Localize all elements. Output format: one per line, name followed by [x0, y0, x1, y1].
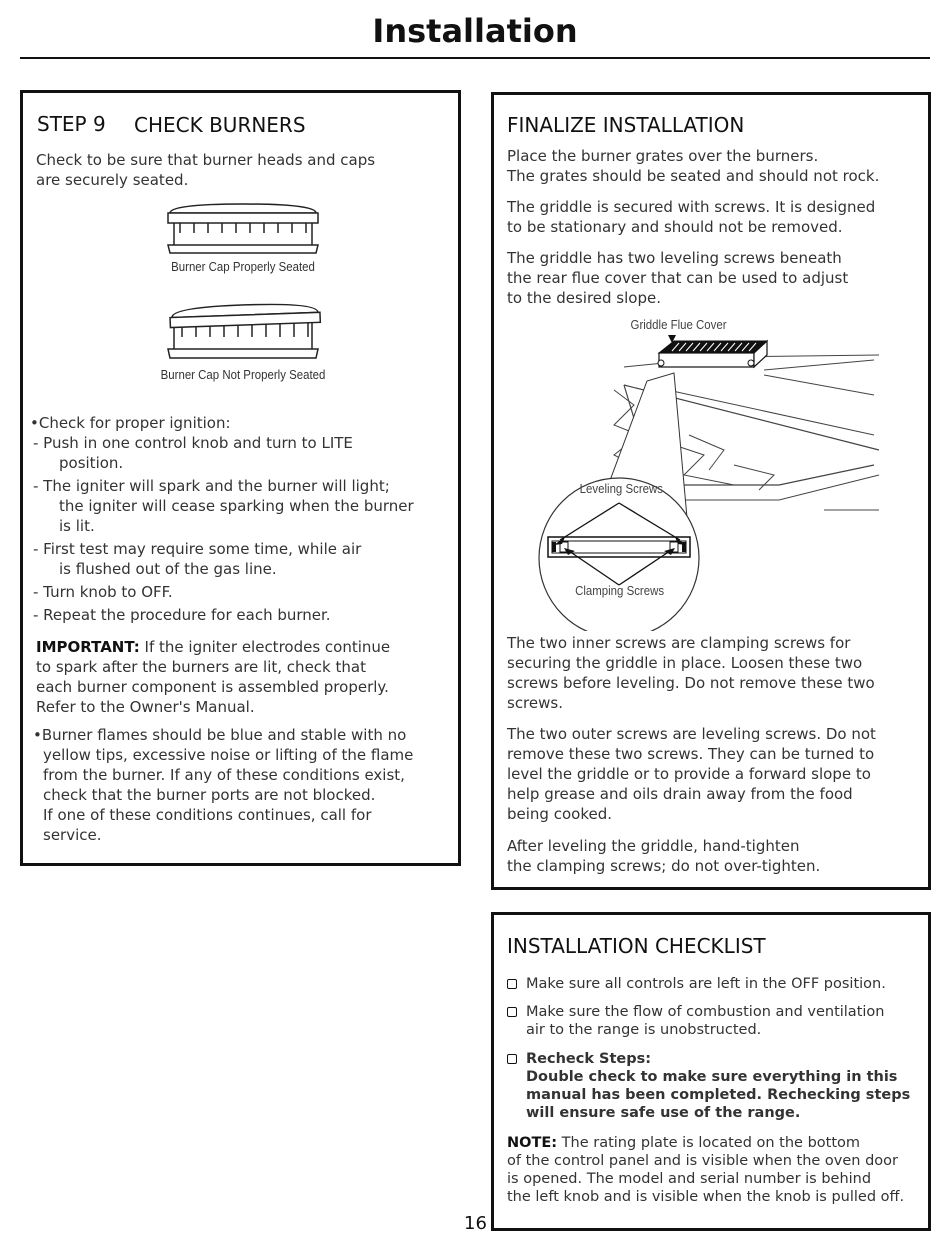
label-clamping-screws: Clamping Screws	[575, 583, 665, 598]
section-heading: FINALIZE INSTALLATION	[507, 113, 745, 137]
label-leveling-screws: Leveling Screws	[579, 481, 663, 496]
recheck-title: Recheck Steps:	[526, 1051, 652, 1067]
checklist-item: Make sure the flow of combustion and ventilation air to the range is unobstructed.	[507, 1003, 927, 1039]
ignition-step: - The igniter will spark and the burner will light; the igniter will cease sparking when the burner is lit.	[33, 477, 414, 535]
caption-not-properly-seated: Burner Cap Not Properly Seated	[160, 367, 326, 382]
ignition-step: - Repeat the procedure for each burner.	[33, 606, 331, 624]
ignition-bullet: •Check for proper ignition:	[30, 414, 231, 432]
section-heading: INSTALLATION CHECKLIST	[507, 934, 766, 958]
ignition-step: - Push in one control knob and turn to LITE position.	[33, 434, 353, 472]
ignition-check-list	[30, 413, 458, 625]
paragraph: The griddle has two leveling screws beneath the rear flue cover that can be used to adjust to the desired slope.	[507, 249, 849, 307]
important-note: IMPORTANT: If the igniter electrodes continue to spark after the burners are lit, check that each burner component is assembled properly. Refer to the Owner's Manual.	[36, 638, 391, 716]
page-title: Installation	[372, 12, 578, 50]
title-rule	[20, 57, 930, 59]
note: NOTE: The rating plate is located on the bottom of the control panel and is visible when the oven door is opened. The model and serial number is behind the left knob and is visible when the knob is pulled off.	[507, 1135, 905, 1205]
burner-cap-seated-illustration	[158, 201, 328, 257]
note-label: NOTE:	[507, 1135, 558, 1151]
paragraph: Place the burner grates over the burners. The grates should be seated and should not rock.	[507, 147, 880, 185]
ignition-step: - First test may require some time, while air is flushed out of the gas line.	[33, 540, 362, 578]
burner-cap-not-seated-illustration	[158, 301, 328, 363]
step-number: STEP 9	[37, 112, 106, 136]
checkbox-icon[interactable]	[507, 1007, 517, 1017]
caption-properly-seated: Burner Cap Properly Seated	[171, 259, 315, 274]
ignition-steps	[33, 433, 458, 625]
checkbox-icon[interactable]	[507, 1054, 517, 1064]
flame-bullet: •Burner flames should be blue and stable with no yellow tips, excessive noise or lifting of the flame from the burner. If any of these conditions exist, check that the burner ports are not blocked. If one of these conditions continues, call for service.	[33, 726, 414, 844]
paragraph: The two outer screws are leveling screws. Do not remove these two screws. They can be turned to level the griddle or to provide a forward slope to help grease and oils drain away from the food being cooked.	[507, 725, 876, 823]
finalize-installation-section	[491, 92, 931, 890]
paragraph: The two inner screws are clamping screws for securing the griddle in place. Loosen these two screws before leveling. Do not remove these two screws.	[507, 634, 875, 712]
checklist-item: Recheck Steps: Double check to make sure everything in this manual has been completed. Rechecking steps will ensure safe use of the range.	[507, 1050, 927, 1122]
page-number: 16	[464, 1213, 487, 1234]
checkbox-icon[interactable]	[507, 979, 517, 989]
checklist-item: Make sure all controls are left in the OFF position.	[507, 975, 927, 993]
check-burners-section	[20, 90, 461, 866]
installation-checklist-section	[491, 912, 931, 1231]
paragraph: The griddle is secured with screws. It is designed to be stationary and should not be removed.	[507, 198, 876, 236]
label-griddle-flue-cover: Griddle Flue Cover	[630, 317, 727, 332]
paragraph: After leveling the griddle, hand-tighten the clamping screws; do not over-tighten.	[507, 837, 821, 875]
ignition-step: - Turn knob to OFF.	[33, 583, 173, 601]
important-label: IMPORTANT:	[36, 638, 140, 656]
section-heading: CHECK BURNERS	[134, 113, 306, 137]
intro-text: Check to be sure that burner heads and caps are securely seated.	[36, 151, 376, 189]
